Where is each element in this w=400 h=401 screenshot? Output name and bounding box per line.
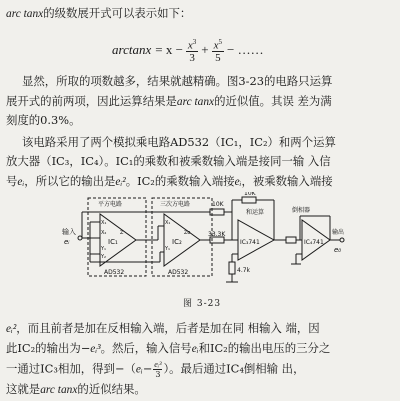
label-r4: 4.7k [237, 267, 251, 274]
circuit-diagram [60, 192, 350, 292]
term-arctanx: arc tanx [6, 8, 44, 20]
ic3-label: IC₃741 [240, 239, 260, 246]
ic1-pin-z: Z [120, 230, 124, 236]
figure-caption: 图 3-23 [183, 299, 222, 309]
para1-line3: 刻度的0.3%。 [6, 113, 81, 127]
series-formula [112, 32, 264, 68]
ic1-label: IC₁ [108, 238, 118, 246]
label-square-circuit: 平方电路 [98, 201, 123, 208]
para2-line3: 号eᵢ，所以它的输出是eᵢ²。IC₂的乘数输入端接eᵢ，被乘数输入端接 [6, 174, 333, 188]
output-symbol: e₀ [334, 246, 342, 254]
formula-term1: $\frac{x^3}{3}$ [187, 37, 197, 65]
para1-line2: 展开式的前两项，因此运算结果是arc tanx的近似值。其误 差为满 [6, 94, 332, 108]
ic2-pin-y1: Y₁ [165, 246, 171, 252]
input-symbol: eᵢ [64, 238, 70, 246]
ic1-pin-x1: X₁ [101, 220, 107, 226]
ic1-pin-y1: Y₁ [101, 246, 107, 252]
para2-line1: 该电路采用了两个模拟乘电路AD532（IC₁，IC₂）和两个运算 [22, 135, 336, 149]
label-r2: 10K [244, 192, 256, 197]
ic1-pin-x2: X₂ [101, 230, 107, 236]
resistor-ic4-in [286, 237, 296, 243]
formula-tail: − …… [227, 42, 264, 57]
ic2-pin-x1: X₁ [165, 220, 171, 226]
cube-circuit-box [152, 198, 212, 276]
para3-line3: 一通过IC₃相加，得到−（eᵢ− $\frac{\text{eᵢ³}}{3}$ ）。最后通过IC₄倒相输 出， [6, 360, 305, 379]
intro-text: 的级数展开式可以表示如下： [43, 6, 192, 20]
input-terminal [78, 236, 82, 240]
formula-term2: $\frac{x^5}{5}$ [213, 37, 223, 65]
input-label: 输入 [62, 228, 76, 236]
ic2-pin-zo: Zo [184, 230, 191, 236]
square-circuit-box [88, 198, 146, 276]
formula-lhs: arctanx [112, 42, 152, 57]
label-sum-circuit: 和运算 [246, 209, 265, 216]
formula-eq: = x − [155, 42, 183, 57]
resistor-4-7k [229, 262, 235, 274]
ic4-label: IC₄741 [304, 239, 324, 246]
formula-plus: + [201, 42, 209, 57]
ic1-pin-y2: Y₂ [101, 254, 107, 260]
para3-line2: 此IC₂的输出为−eᵢ³。然后，输入信号eᵢ和IC₂的输出电压的三分之 [6, 341, 331, 355]
intro-line [6, 6, 191, 21]
resistor-10k-feedback [242, 197, 256, 203]
para3-line4: 这就是arc tanx的近似结果。 [6, 382, 146, 396]
ic1-part: AD532 [104, 269, 125, 276]
ic2-label: IC₂ [172, 238, 182, 246]
label-r3: 33.3K [208, 231, 226, 238]
ic2-part: AD532 [168, 269, 189, 276]
para3-line1: eᵢ²，而且前者是加在反相输入端，后者是加在同 相输入 端，因 [6, 321, 320, 335]
inline-fraction: $\frac{\text{eᵢ³}}{3}$ [154, 360, 162, 379]
para2-line2: 放大器（IC₃，IC₄）。IC₁的乘数和被乘数输入端是接同一输 入信 [6, 154, 331, 168]
label-r1: 10K [212, 201, 224, 208]
label-inverter: 倒相器 [292, 207, 311, 214]
output-label: 输出 [332, 229, 345, 236]
para1-line1: 显然，所取的项数越多，结果就越精确。图3-23的电路只运算 [22, 74, 333, 88]
output-terminal [340, 238, 344, 242]
label-cube-circuit: 三次方电路 [160, 201, 191, 208]
